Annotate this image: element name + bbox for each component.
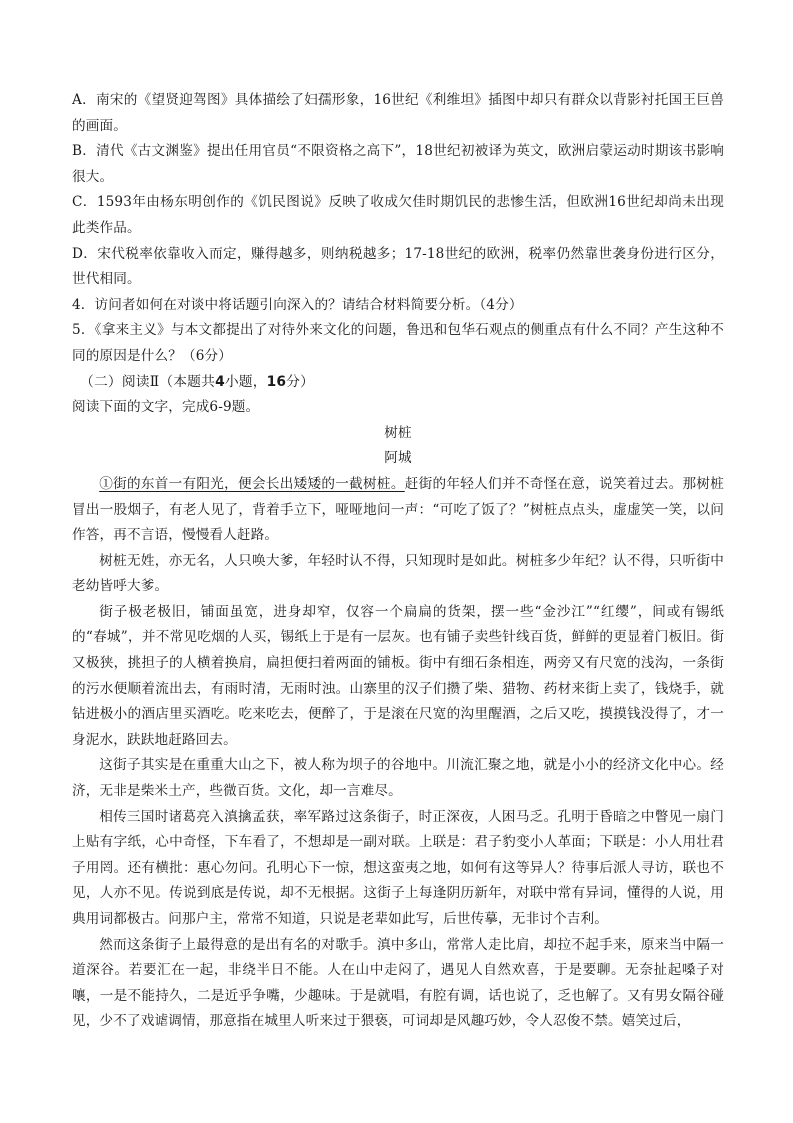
option-b: B．清代《古文渊鉴》提出任用官员“不限资格之高下”，18世纪初被译为英文，欧洲启蒙运动时期该书影响很大。 — [72, 143, 724, 185]
section-prefix: （二）阅读Ⅱ（本题共 — [80, 373, 216, 390]
question-4: 4．访问者如何在对谈中将话题引向深入的？请结合材料简要分析。（4分） — [72, 296, 523, 313]
section-score: 16 — [266, 373, 287, 390]
paragraph-1-rest: 赶街的年轻人们并不奇怪在意，说笑着过去。那树桩冒出一股烟子，有老人见了，背着手立下，哑哑地问一声：“可吃了饭了？”树桩点点头，虚虚笑一笑，以问作答，再不言语，慢慢看人赶路。 — [72, 475, 724, 544]
section-middle: 小题， — [224, 373, 267, 390]
article-paragraph-6: 然而这条街子上最得意的是出有名的对歌手。滇中多山，常常人走比肩，却拉不起手来，原来当中隔一道深谷。若要汇在一起，非绕半日不能。人在山中走闷了，遇见人自然欢喜，于是要聊。无奈扯起嗓子对嚷，一是不能持久，二是近乎争嘴，少趣味。于是就唱，有腔有调，话也说了，乏也解了。又有男女隔谷碰见，少不了戏谑调情，那意指在城里人听来过于猥亵，可词却是风趣巧妙，令人忍俊不禁。嬉笑过后， — [72, 936, 724, 1030]
section-heading — [72, 370, 724, 396]
article-author: 阿城 — [384, 450, 412, 467]
article-paragraph-5: 相传三国时诸葛亮入滇擒孟获，率军路过这条街子，时正深夜，人困马乏。孔明于昏暗之中瞥见一扇门上贴有字纸，心中奇怪，下车看了，不想却是一副对联。上联是：君子豹变小人革面；下联是：小人用壮君子用罔。还有横批：惠心勿问。孔明心下一惊，想这蛮夷之地，如何有这等异人？待事后派人寻访，联也不见，人亦不见。传说到底是传说，却不无根据。这街子上每逢阴历新年，对联中常有异词，懂得的人说，用典用词都极古。问那户主，常常不知道，只说是老辈如此写，后世传摹，无非讨个吉利。 — [72, 808, 724, 927]
section-count: 4 — [215, 373, 225, 390]
underlined-sentence: ①街的东首一有阳光，便会长出矮矮的一截树桩。 — [99, 475, 405, 492]
question-5: 5．《拿来主义》与本文都提出了对待外来文化的问题，鲁迅和包华石观点的侧重点有什么不同？产生这种不同的原因是什么？（6分） — [72, 322, 724, 364]
option-c: C．1593年由杨东明创作的《饥民图说》反映了收成欠佳时期饥民的悲惨生活，但欧洲16世纪却尚未出现此类作品。 — [72, 194, 724, 236]
exam-page — [72, 88, 724, 1035]
section-instruction: 阅读下面的文字，完成6-9题。 — [72, 399, 260, 416]
article-paragraph-1 — [72, 472, 724, 549]
article-title: 树桩 — [384, 424, 412, 441]
article-paragraph-2: 树桩无姓，亦无名，人只唤大爹，年轻时认不得，只知现时是如此。树桩多少年纪？认不得，只听街中老幼皆呼大爹。 — [72, 552, 724, 595]
option-d: D．宋代税率依靠收入而定，赚得越多，则纳税越多；17-18世纪的欧洲，税率仍然靠世袭身份进行区分，世代相同。 — [72, 245, 724, 288]
article-paragraph-3: 街子极老极旧，铺面虽宽，进身却窄，仅容一个扁扁的货架，摆一些“金沙江”“红缨”，间或有锡纸的“春城”，并不常见吃烟的人买，锡纸上于是有一层灰。也有铺子卖些针线百货，鲜鲜的更显着门板旧。街又极狭，挑担子的人横着换肩，扁担便扫着两面的铺板。街中有细石条相连，两旁又有尺宽的浅沟，一条街的污水便顺着流出去，有雨时清，无雨时浊。山寨里的汉子们攒了柴、猎物、药材来街上卖了，钱烧手，就钻进极小的酒店里买酒吃。吃来吃去，便醉了，于是滚在尺宽的沟里醒酒，之后又吃，摸摸钱没得了，才一身泥水，趺趺地赶路回去。 — [72, 603, 724, 748]
section-suffix: 分） — [286, 373, 315, 390]
option-a: A．南宋的《望贤迎驾图》具体描绘了妇孺形象，16世纪《利维坦》插图中却只有群众以背影衬托国王巨兽的画面。 — [72, 92, 724, 134]
article-paragraph-4: 这街子其实是在重重大山之下，被人称为坝子的谷地中。川流汇聚之地，就是小小的经济文化中心。经济，无非是柴米土产，些微百货。文化，却一言难尽。 — [72, 757, 724, 800]
